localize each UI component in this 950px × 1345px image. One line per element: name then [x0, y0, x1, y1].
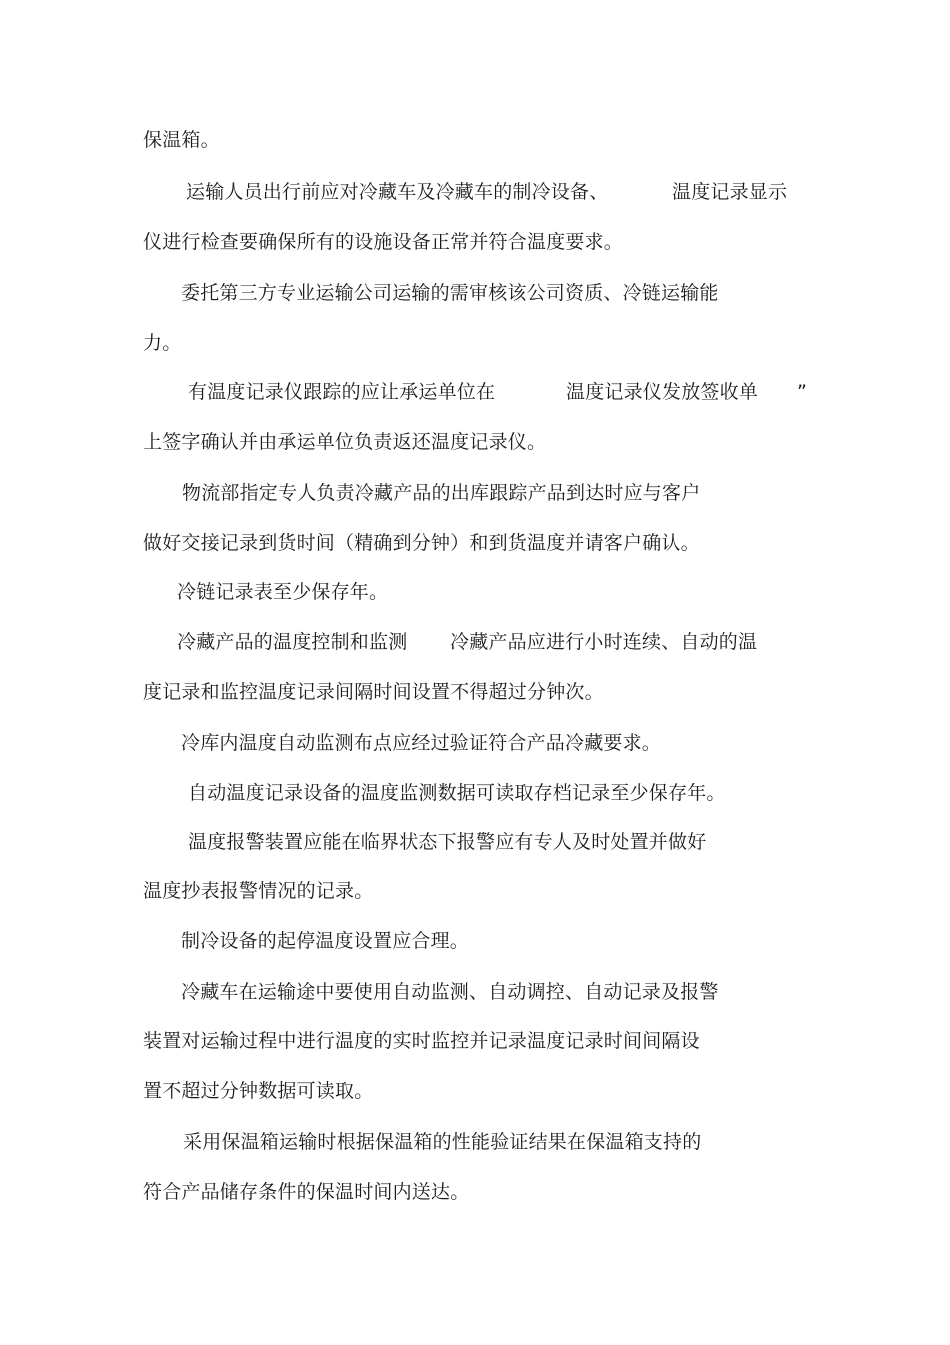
- text-line: 装置对运输过程中进行温度的实时监控并记录温度记录时间间隔设: [143, 1030, 700, 1052]
- text-line: 冷链记录表至少保存年。: [177, 581, 389, 603]
- text-line: 做好交接记录到货时间（精确到分钟）和到货温度并请客户确认。: [143, 532, 700, 554]
- text-line: 物流部指定专人负责冷藏产品的出库跟踪产品到达时应与客户: [182, 482, 701, 504]
- text-line: 置不超过分钟数据可读取。: [143, 1080, 374, 1102]
- text-line: 上签字确认并由承运单位负责返还温度记录仪。: [143, 431, 547, 453]
- text-line: 符合产品储存条件的保温时间内送达。: [143, 1181, 470, 1203]
- text-line: 冷藏车在运输途中要使用自动监测、自动调控、自动记录及报警: [181, 981, 719, 1003]
- text-line: 委托第三方专业运输公司运输的需审核该公司资质、冷链运输能: [181, 282, 719, 304]
- text-line: 冷藏产品的温度控制和监测: [177, 631, 408, 653]
- text-line: 温度记录显示: [672, 181, 788, 203]
- text-line: 制冷设备的起停温度设置应合理。: [181, 930, 470, 952]
- text-line: ”: [797, 381, 808, 403]
- text-line: 温度记录仪发放签收单: [566, 381, 759, 403]
- text-line: 度记录和监控温度记录间隔时间设置不得超过分钟次。: [143, 681, 604, 703]
- text-line: 力。: [143, 332, 182, 354]
- text-line: 有温度记录仪跟踪的应让承运单位在: [188, 381, 496, 403]
- text-line: 采用保温箱运输时根据保温箱的性能验证结果在保温箱支持的: [183, 1131, 702, 1153]
- text-line: 冷库内温度自动监测布点应经过验证符合产品冷藏要求。: [181, 732, 662, 754]
- text-line: 冷藏产品应进行小时连续、自动的温: [450, 631, 758, 653]
- text-line: 温度抄表报警情况的记录。: [143, 880, 374, 902]
- text-line: 温度报警装置应能在临界状态下报警应有专人及时处置并做好: [188, 831, 707, 853]
- text-line: 自动温度记录设备的温度监测数据可读取存档记录至少保存年。: [188, 782, 726, 804]
- text-line: 运输人员出行前应对冷藏车及冷藏车的制冷设备、: [186, 181, 609, 203]
- text-line: 保温箱。: [143, 129, 220, 151]
- text-line: 仪进行检查要确保所有的设施设备正常并符合温度要求。: [143, 231, 624, 253]
